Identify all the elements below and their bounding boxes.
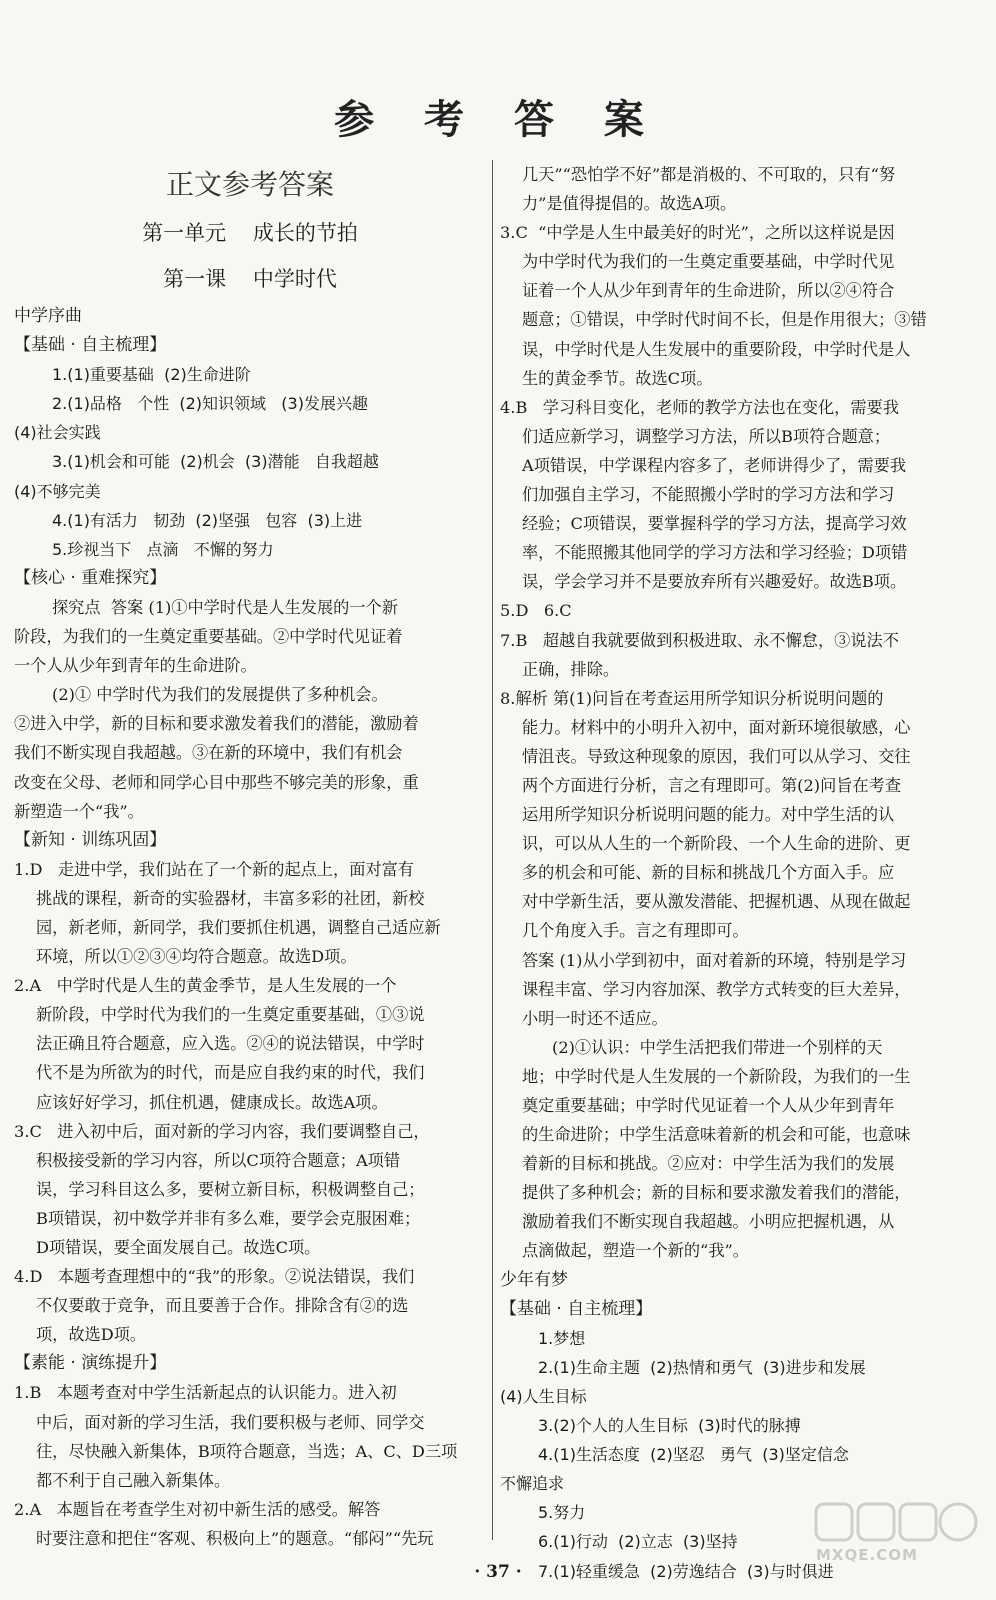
text-line: 3.C “中学是人生中最美好的时光”，之所以这样说是因 <box>500 223 895 243</box>
text-line: 率，不能照搬其他同学的学习方法和学习经验；D项错 <box>522 543 908 563</box>
text-line: 地；中学时代是人生发展的一个新阶段，为我们的一生 <box>522 1066 911 1086</box>
text-line: 2.A 中学时代是人生的黄金季节，是人生发展的一个 <box>14 976 397 996</box>
text-line: 们适应新学习，调整学习方法，所以B项符合题意； <box>522 426 891 446</box>
text-line: A项错误，中学课程内容多了，老师讲得少了，需要我 <box>522 455 907 475</box>
text-line: 题意；①错误，中学时代时间不长，但是作用很大；③错 <box>522 310 927 330</box>
text-line: 【素能 · 演练提升】 <box>14 1353 167 1374</box>
text-line: 8.解析 第(1)问旨在考查运用所学知识分析说明问题的 <box>500 688 884 708</box>
text-line: 【基础 · 自主梳理】 <box>14 335 167 356</box>
text-line: 项，故选D项。 <box>36 1325 147 1345</box>
text-line: 第一课 中学时代 <box>163 267 337 291</box>
text-line: (4)不够完美 <box>14 481 101 501</box>
text-line: 经验；C项错误，要掌握科学的学习方法，提高学习效 <box>522 514 907 534</box>
text-line: 积极接受新的学习内容，所以C项符合题意；A项错 <box>36 1150 401 1170</box>
text-line: 生的黄金季节。故选C项。 <box>522 368 713 388</box>
text-line: 环境，所以①②③④均符合题意。故选D项。 <box>36 947 357 967</box>
page-title: 参 考 答 案 <box>334 97 662 143</box>
text-line: 应该好好学习，抓住机遇，健康成长。故选A项。 <box>36 1092 388 1112</box>
text-line: 挑战的课程，新奇的实验器材，丰富多彩的社团，新校 <box>36 888 425 908</box>
text-line: 2.(1)品格 个性 (2)知识领域 (3)发展兴趣 <box>52 394 368 414</box>
column-divider <box>492 160 493 1540</box>
text-line: 为中学时代为我们的一生奠定重要基础，中学时代见 <box>522 252 895 272</box>
text-line: 对中学新生活，要从激发潜能、把握机遇、从现在做起 <box>522 892 911 912</box>
text-line: 误，中学时代是人生发展中的重要阶段，中学时代是人 <box>522 339 911 359</box>
text-line: 3.(1)机会和可能 (2)机会 (3)潜能 自我超越 <box>52 452 379 472</box>
text-line: 往，尽快融入新集体，B项符合题意，当选；A、C、D三项 <box>36 1441 458 1461</box>
text-line: 7.(1)轻重缓急 (2)劳逸结合 (3)与时俱进 <box>538 1561 834 1581</box>
text-line: 运用所学知识分析说明问题的能力。对中学生活的认 <box>522 805 895 825</box>
text-line: 【新知 · 训练巩固】 <box>14 829 167 850</box>
text-line: 4.(1)有活力 韧劲 (2)坚强 包容 (3)上进 <box>52 510 363 530</box>
text-line: 课程丰富、学习内容加深、教学方式转变的巨大差异， <box>522 979 911 999</box>
text-line: 2.A 本题旨在考查学生对初中新生活的感受。解答 <box>14 1499 381 1519</box>
text-line: 新塑造一个“我”。 <box>14 801 144 821</box>
text-line: 正文参考答案 <box>165 168 334 201</box>
text-line: 情沮丧。导致这种现象的原因，我们可以从学习、交往 <box>522 746 911 766</box>
text-line: 两个方面进行分析，言之有理即可。第(2)问旨在考查 <box>522 775 902 795</box>
text-line: 7.B 超越自我就要做到积极进取、永不懈怠，③说法不 <box>500 630 899 650</box>
text-line: 识，可以从人生的一个新阶段、一个人生命的进阶、更 <box>522 834 911 854</box>
text-line: 我们不断实现自我超越。③在新的环境中，我们有机会 <box>14 743 403 763</box>
text-line: 的生命进阶；中学生活意味着新的机会和可能，也意味 <box>522 1125 911 1145</box>
text-line: 1.梦想 <box>538 1328 586 1348</box>
text-line: 5.努力 <box>538 1503 586 1523</box>
text-line: 不懈追求 <box>500 1474 565 1494</box>
text-line: 不仅要敢于竞争，而且要善于合作。排除含有②的选 <box>36 1296 409 1316</box>
text-line: 激励着我们不断实现自我超越。小明应把握机遇，从 <box>522 1212 895 1232</box>
text-line: 1.(1)重要基础 (2)生命进阶 <box>52 365 251 385</box>
text-line: 第一单元 成长的节拍 <box>142 221 358 245</box>
text-line: 一个人从少年到青年的生命进阶。 <box>14 656 257 676</box>
text-line: 4.D 本题考查理想中的“我”的形象。②说法错误，我们 <box>14 1267 415 1287</box>
text-line: 正确，排除。 <box>522 659 620 679</box>
text-line: (4)社会实践 <box>14 423 101 443</box>
text-line: 们加强自主学习，不能照搬小学时的学习方法和学习 <box>522 485 895 505</box>
text-line: 中后，面对新的学习生活，我们要积极与老师、同学交 <box>36 1412 425 1432</box>
text-line: 几天”“恐怕学不好”都是消极的、不可取的，只有“努 <box>522 165 896 184</box>
text-line: 1.B 本题考查对中学生活新起点的认识能力。进入初 <box>14 1383 397 1403</box>
text-line: 3.(2)个人的人生目标 (3)时代的脉搏 <box>538 1416 801 1436</box>
watermark-text: MXQE.COM <box>816 1546 918 1564</box>
text-line: 答案 (1)从小学到初中，面对着新的环境，特别是学习 <box>522 950 907 970</box>
text-line: 【核心 · 重难探究】 <box>14 567 167 588</box>
text-line: (2)① 中学时代为我们的发展提供了多种机会。 <box>52 685 388 705</box>
text-line: 提供了多种机会；新的目标和要求激发着我们的潜能， <box>522 1183 911 1203</box>
text-line: (2)①认识：中学生活把我们带进一个别样的天 <box>552 1037 883 1057</box>
text-line: ②进入中学，新的目标和要求激发着我们的潜能，激励着 <box>14 714 419 734</box>
text-line: 力”是值得提倡的。故选A项。 <box>522 194 737 214</box>
text-line: 几个角度入手。言之有理即可。 <box>522 921 749 941</box>
text-line: 代不是为所欲为的时代，而是应自我约束的时代，我们 <box>36 1063 425 1083</box>
text-line: 4.(1)生活态度 (2)坚忍 勇气 (3)坚定信念 <box>538 1445 849 1465</box>
text-line: 误，学会学习并不是要放弃所有兴趣爱好。故选B项。 <box>522 572 907 592</box>
left-column <box>14 160 486 1553</box>
text-line: 【基础 · 自主梳理】 <box>500 1298 653 1319</box>
text-line: 点滴做起，塑造一个新的“我”。 <box>522 1241 749 1261</box>
text-line: 5.珍视当下 点滴 不懈的努力 <box>52 539 274 559</box>
text-line: 改变在父母、老师和同学心目中那些不够完美的形象，重 <box>14 772 419 792</box>
text-line: 探究点 答案 (1)①中学时代是人生发展的一个新 <box>52 597 398 617</box>
right-column <box>500 160 982 1586</box>
text-line: 证着一个人从少年到青年的生命进阶，所以②④符合 <box>522 281 895 301</box>
text-line: 多的机会和可能、新的目标和挑战几个方面入手。应 <box>522 863 895 883</box>
text-line: B项错误，初中数学并非有多么难，要学会克服困难； <box>36 1208 421 1228</box>
text-line: 奠定重要基础；中学时代见证着一个人从少年到青年 <box>522 1096 895 1115</box>
text-line: 3.C 进入初中后，面对新的学习内容，我们要调整自己， <box>14 1121 430 1141</box>
text-line: 着新的目标和挑战。②应对：中学生活为我们的发展 <box>522 1154 895 1174</box>
text-line: 误，学习科目这么多，要树立新目标，积极调整自己； <box>36 1179 425 1199</box>
text-line: 能力。材料中的小明升入初中，面对新环境很敏感，心 <box>522 717 911 737</box>
text-line: 1.D 走进中学，我们站在了一个新的起点上，面对富有 <box>14 859 414 879</box>
text-line: 园，新老师，新同学，我们要抓住机遇，调整自己适应新 <box>36 917 441 937</box>
text-line: 时要注意和把住“客观、积极向上”的题意。“郁闷”“先玩 <box>36 1528 434 1548</box>
text-line: 4.B 学习科目变化，老师的教学方法也在变化，需要我 <box>500 397 899 417</box>
text-line: 法正确且符合题意，应入选。②④的说法错误，中学时 <box>36 1034 425 1054</box>
text-line: 少年有梦 <box>500 1269 568 1290</box>
text-line: 5.D 6.C <box>500 601 572 621</box>
text-line: 中学序曲 <box>14 306 82 326</box>
page-number: · 37 · <box>474 1562 522 1582</box>
text-line: (4)人生目标 <box>500 1386 587 1406</box>
text-line: 2.(1)生命主题 (2)热情和勇气 (3)进步和发展 <box>538 1357 866 1377</box>
text-line: D项错误，要全面发展自己。故选C项。 <box>36 1238 321 1257</box>
text-line: 6.(1)行动 (2)立志 (3)坚持 <box>538 1532 738 1552</box>
text-line: 阶段，为我们的一生奠定重要基础。②中学时代见证着 <box>14 627 403 647</box>
text-line: 小明一时还不适应。 <box>522 1008 668 1028</box>
text-line: 新阶段，中学时代为我们的一生奠定重要基础，①③说 <box>36 1005 425 1025</box>
text-line: 都不利于自己融入新集体。 <box>36 1470 231 1490</box>
